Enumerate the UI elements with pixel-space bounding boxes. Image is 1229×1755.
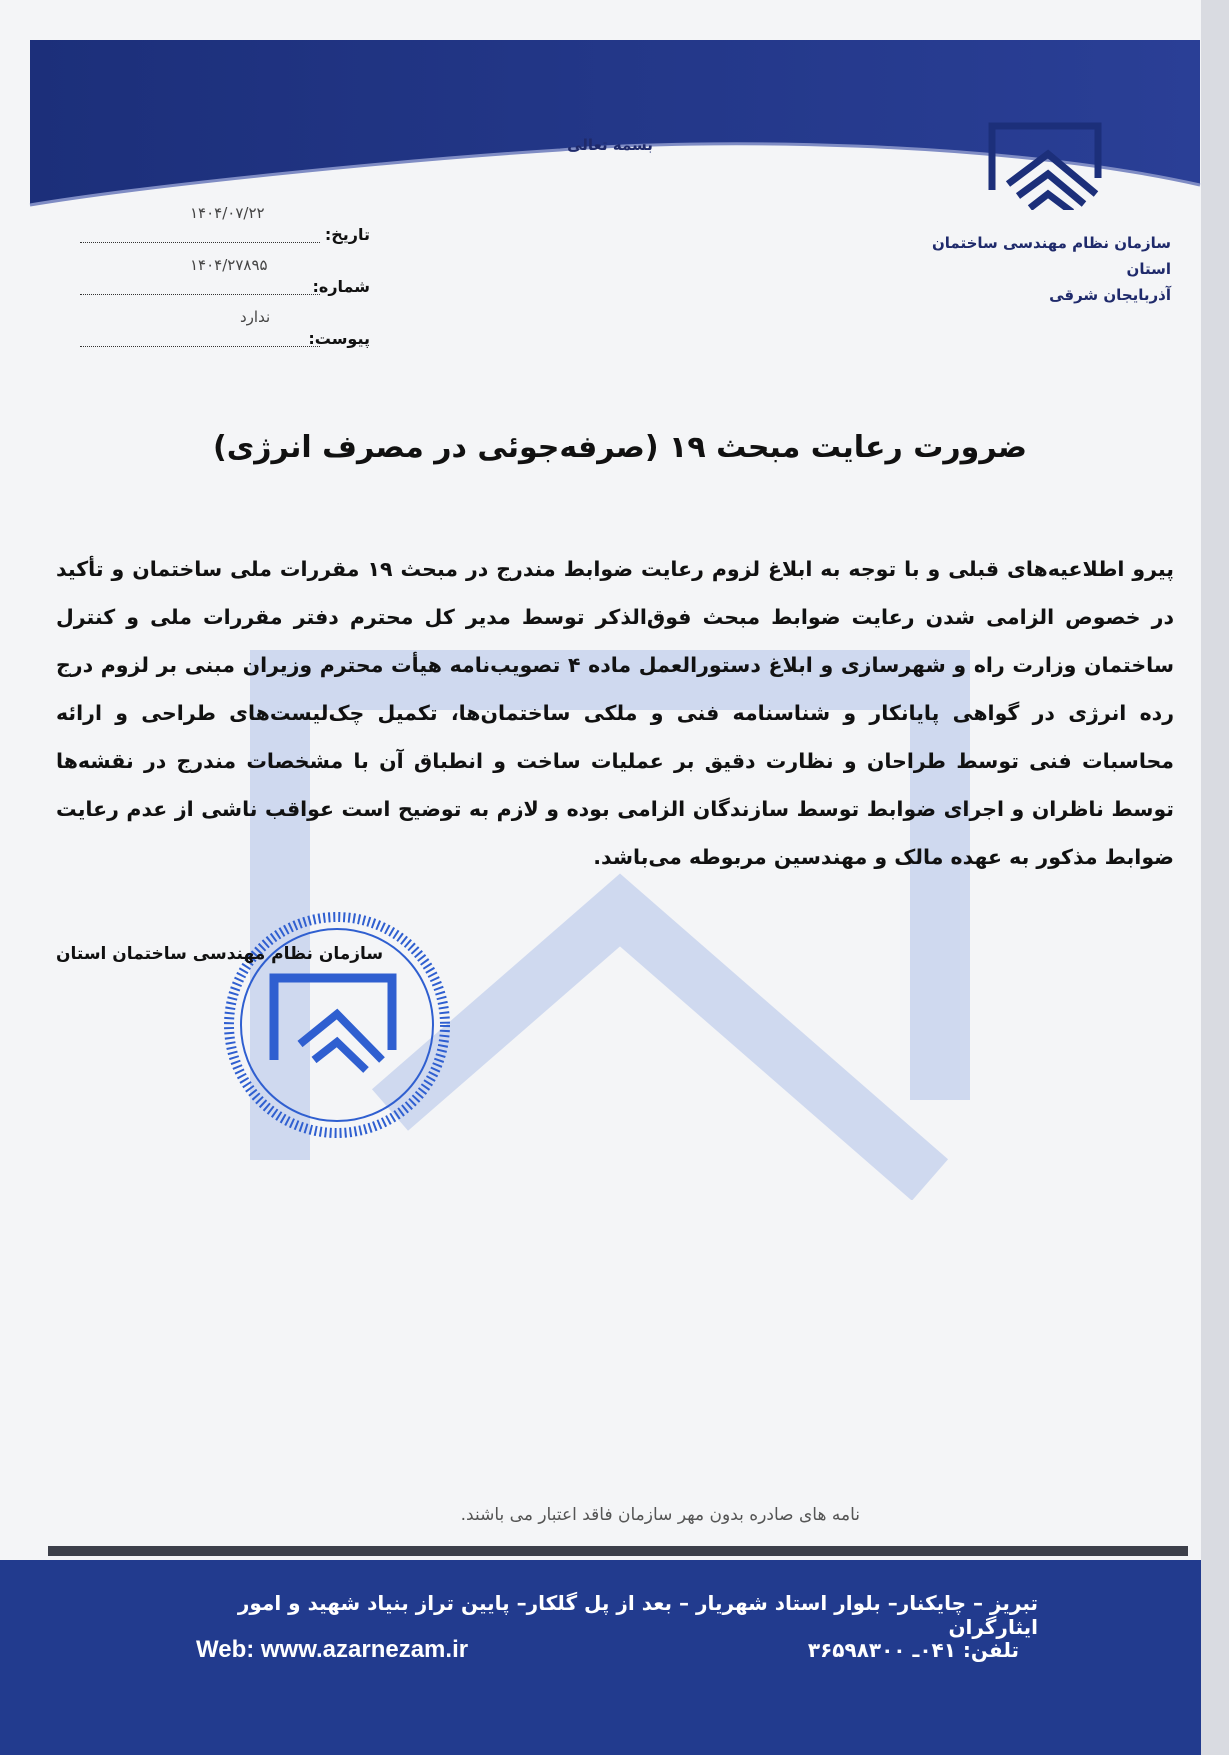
date-line [80, 242, 320, 243]
attachment-label: پیوست: [308, 329, 370, 348]
date-value: ۱۴۰۴/۰۷/۲۲ [190, 204, 265, 222]
footer-rule [48, 1546, 1188, 1556]
org-logo-icon [988, 120, 1118, 210]
number-line [80, 294, 320, 295]
scan-edge [1201, 0, 1229, 1755]
number-label: شماره: [312, 277, 370, 296]
date-label: تاریخ: [324, 225, 370, 244]
letter-meta [80, 200, 380, 356]
letter-title: ضرورت رعایت مبحث ۱۹ (صرفه‌جوئی در مصرف انرژی) [213, 430, 1027, 465]
footer-note: نامه های صادره بدون مهر سازمان فاقد اعتبار می باشند. [460, 1505, 860, 1525]
org-name-line1: سازمان نظام مهندسی ساختمان استان [932, 234, 1171, 278]
org-name-line2: آذربایجان شرقی [1049, 286, 1171, 304]
number-value: ۱۴۰۴/۲۷۸۹۵ [190, 256, 268, 274]
date-row [80, 200, 380, 252]
letter-body: پیرو اطلاعیه‌های قبلی و با توجه به ابلاغ لزوم رعایت ضوابط مندرج در مبحث ۱۹ مقررات ملی ساختمان و تأکید در خصوص الزامی شدن رعایت ضوابط مبحث فوق‌الذکر توسط مدیر کل محترم دفتر مقررات ملی و کنترل ساختمان وزارت راه و شهرسازی و ابلاغ دستورالعمل ماده ۴ تصویب‌نامه هیأت محترم وزیران مبنی بر لزوم درج رده انرژی در گواهی پایانکار و شناسنامه فنی و ملکی ساختمان‌ها، تکمیل چک‌لیست‌های طراحی و ارائه محاسبات فنی توسط طراحان و نظارت دقیق بر عملیات ساخت و انطباق آن با مشخصات مندرج در نقشه‌ها توسط ناظران و اجرای ضوابط توسط سازندگان الزامی بوده و لازم به توضیح است عواقب ناشی از عدم رعایت ضوابط مذکور به عهده مالک و مهندسین مربوطه می‌باشد. [56, 557, 1174, 869]
footer-band [0, 1560, 1229, 1755]
bismillah-text: بسمه تعالی [567, 136, 653, 154]
attachment-row [80, 304, 380, 356]
footer-website: Web: www.azarnezam.ir [196, 1636, 469, 1663]
footer-phone [808, 1638, 1019, 1662]
attachment-line [80, 346, 320, 347]
footer-address: تبریز – چایکنار– بلوار استاد شهریار – بعد از پل گلکار– پایین تراز بنیاد شهید و امور ایثارگران [237, 1591, 1038, 1639]
org-name [931, 230, 1171, 308]
number-row [80, 252, 380, 304]
phone-value: ۰۴۱ـ ۳۶۵۹۸۳۰۰ [807, 1638, 956, 1662]
attachment-value: ندارد [240, 308, 271, 326]
signature-text: سازمان نظام مهندسی ساختمان استان [56, 944, 384, 964]
phone-label: تلفن: [962, 1638, 1019, 1662]
